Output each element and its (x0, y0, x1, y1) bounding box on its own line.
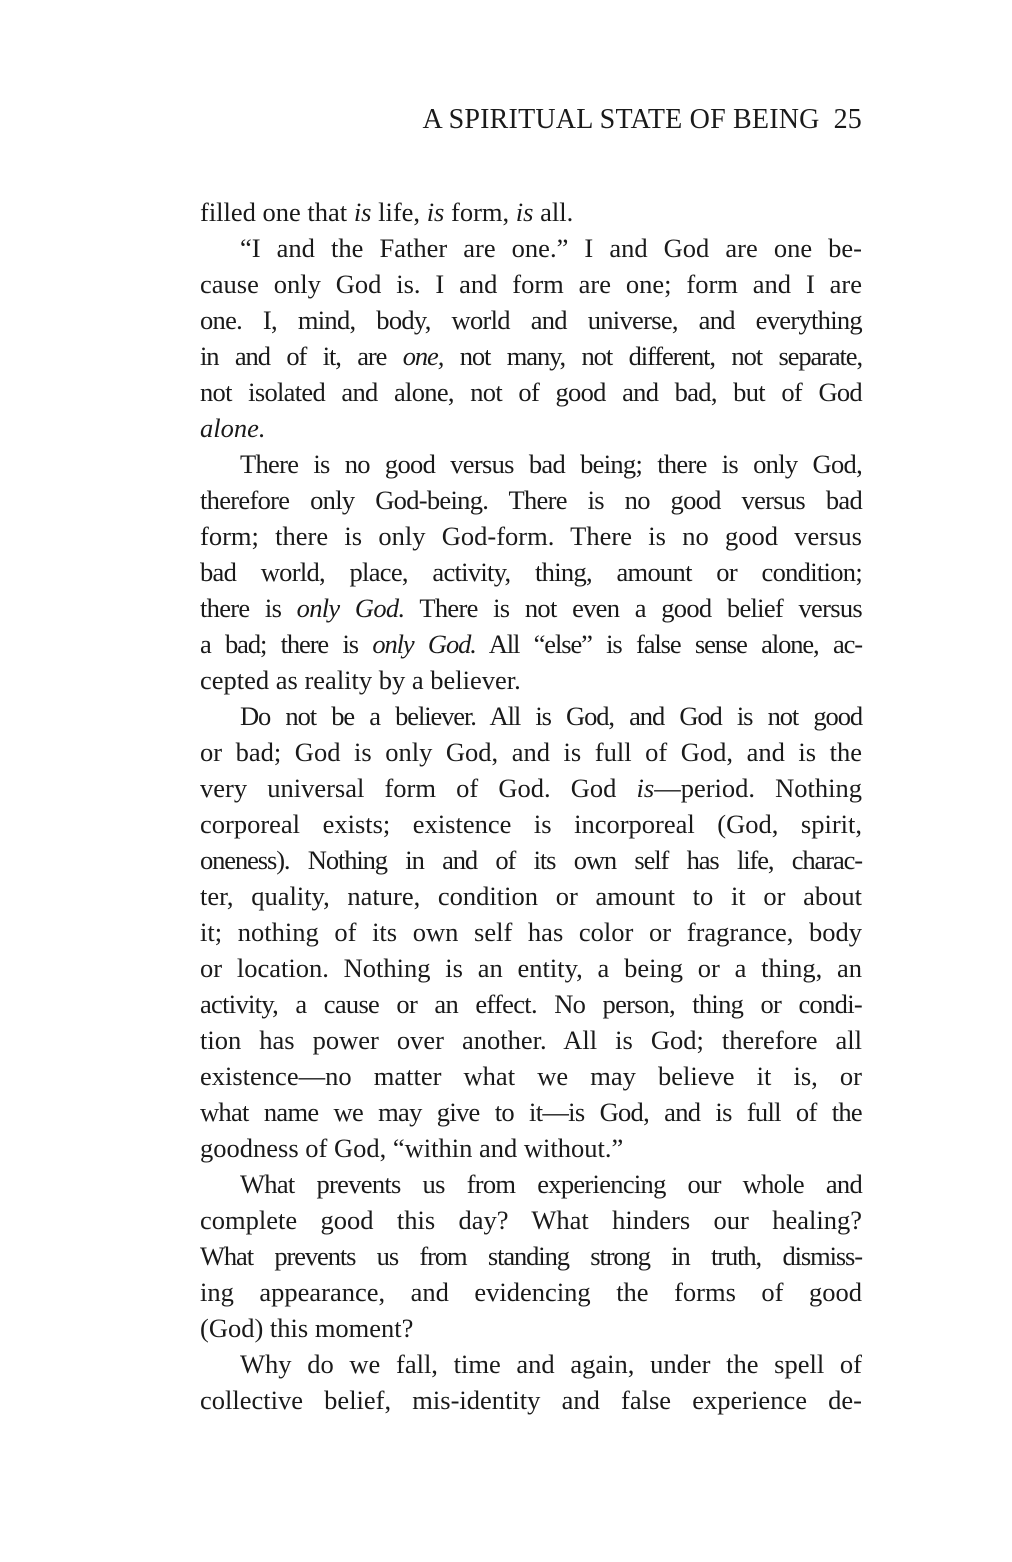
text-run: life, (371, 197, 427, 227)
text-line (200, 302, 862, 338)
text-run: “I and the Father are one.” I and God are one be- (240, 233, 862, 263)
text-line (200, 950, 862, 986)
text-line (200, 986, 862, 1022)
text-run: Do not be a believer. All is God, and God is not good (240, 701, 862, 731)
text-run: in and of it, are (200, 341, 403, 371)
text-line (200, 1274, 862, 1310)
text-run: goodness of God, “within and without.” (200, 1133, 624, 1163)
italic-text: is (515, 197, 534, 227)
text-line (200, 1130, 862, 1166)
text-run: All “else” is false sense alone, ac- (475, 629, 862, 659)
text-run: not isolated and alone, not of good and bad, but of God (200, 377, 862, 407)
italic-text: one, (402, 341, 444, 371)
text-line (200, 914, 862, 950)
text-run: oneness). Nothing in and of its own self has life, charac- (200, 845, 862, 875)
italic-text: is (426, 197, 445, 227)
italic-text: is (636, 773, 655, 803)
text-line (200, 374, 862, 410)
text-run: there is (200, 593, 297, 623)
text-line (200, 230, 862, 266)
text-line (200, 698, 862, 734)
text-line (200, 806, 862, 842)
text-line (200, 842, 862, 878)
running-head (423, 104, 862, 136)
text-run: therefore only God-being. There is no good versus bad (200, 485, 862, 515)
text-line (200, 734, 862, 770)
text-run: form; there is only God-form. There is no good versus (200, 521, 862, 551)
text-line (200, 1238, 862, 1274)
italic-text: only God. (296, 593, 405, 623)
text-line (200, 1094, 862, 1130)
text-run: what name we may give to it—is God, and is full of the (200, 1097, 862, 1127)
text-line (200, 1346, 862, 1382)
text-run: very universal form of God. God (200, 773, 637, 803)
text-line (200, 1166, 862, 1202)
text-line (200, 410, 862, 446)
italic-text: only God. (372, 629, 476, 659)
text-run: bad world, place, activity, thing, amount or condition; (200, 557, 862, 587)
text-run: filled one that (200, 197, 354, 227)
text-run: tion has power over another. All is God; therefore all (200, 1025, 862, 1055)
text-run: —period. Nothing (654, 773, 863, 803)
text-run: There is not even a good belief versus (404, 593, 863, 623)
text-run: form, (444, 197, 516, 227)
text-run: complete good this day? What hinders our healing? (200, 1205, 862, 1235)
text-line (200, 590, 862, 626)
text-line (200, 194, 862, 230)
text-run: What prevents us from experiencing our whole and (240, 1169, 862, 1199)
text-run: There is no good versus bad being; there is only God, (240, 449, 862, 479)
text-run: cause only God is. I and form are one; form and I are (200, 269, 862, 299)
text-run: corporeal exists; existence is incorporeal (God, spirit, (200, 809, 862, 839)
text-line (200, 626, 862, 662)
text-line (200, 518, 862, 554)
text-line (200, 878, 862, 914)
text-line (200, 1310, 862, 1346)
text-line (200, 482, 862, 518)
text-run: a bad; there is (200, 629, 373, 659)
text-run: not many, not different, not separate, (443, 341, 862, 371)
text-line (200, 1202, 862, 1238)
text-line (200, 266, 862, 302)
text-line (200, 1022, 862, 1058)
italic-text: alone. (200, 413, 266, 443)
text-run: or bad; God is only God, and is full of God, and is the (200, 737, 862, 767)
text-line (200, 446, 862, 482)
text-line (200, 1058, 862, 1094)
italic-text: is (353, 197, 372, 227)
text-run: cepted as reality by a believer. (200, 665, 521, 695)
text-run: existence—no matter what we may believe it is, or (200, 1061, 862, 1091)
text-run: all. (533, 197, 574, 227)
text-run: it; nothing of its own self has color or fragrance, body (200, 917, 862, 947)
text-run: Why do we fall, time and again, under the spell of (240, 1349, 862, 1379)
text-line (200, 662, 862, 698)
text-run: ing appearance, and evidencing the forms of good (200, 1277, 862, 1307)
text-line (200, 1382, 862, 1418)
text-run: collective belief, mis-identity and false experience de- (200, 1385, 862, 1415)
body-text (200, 194, 862, 1418)
text-run: What prevents us from standing strong in truth, dismiss- (200, 1241, 862, 1271)
text-line (200, 338, 862, 374)
page-number: 25 (833, 104, 862, 135)
text-run: (God) this moment? (200, 1313, 414, 1343)
text-run: activity, a cause or an effect. No person, thing or condi- (200, 989, 862, 1019)
text-run: ter, quality, nature, condition or amount to it or about (200, 881, 862, 911)
text-run: or location. Nothing is an entity, a being or a thing, an (200, 953, 862, 983)
text-line (200, 554, 862, 590)
running-head-title: A SPIRITUAL STATE OF BEING (422, 104, 820, 135)
text-run: one. I, mind, body, world and universe, and everything (200, 305, 862, 335)
text-line (200, 770, 862, 806)
